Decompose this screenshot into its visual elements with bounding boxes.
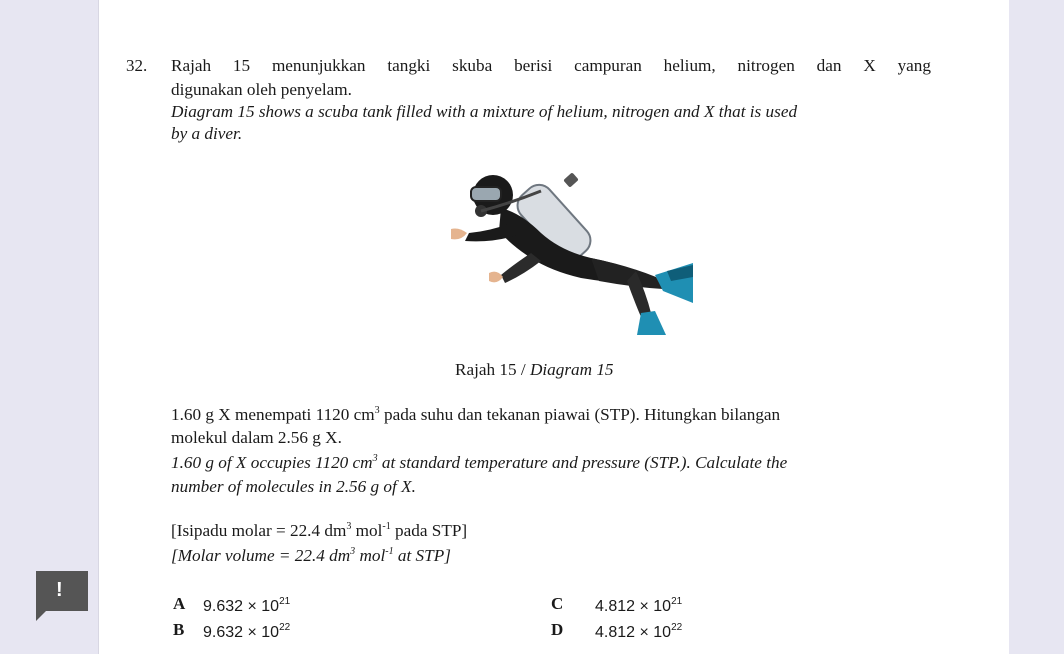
superscript: -1 <box>382 521 391 532</box>
option-exponent: 21 <box>671 596 683 607</box>
stem-word: 15 <box>232 56 251 75</box>
diagram-caption <box>455 360 614 380</box>
stem-word: helium, <box>663 56 716 75</box>
given-en <box>171 546 451 566</box>
stem-en-line1: Diagram 15 shows a scuba tank filled with a mixture of helium, nitrogen and X that is used <box>171 102 798 121</box>
option-exponent: 22 <box>671 622 683 633</box>
scuba-diver-illustration <box>441 153 693 335</box>
option-value <box>595 596 682 616</box>
given-en-b: mol <box>355 546 386 565</box>
problem-en-line1 <box>171 453 787 473</box>
superscript: 3 <box>350 546 356 557</box>
option-value <box>595 622 682 642</box>
question-number: 32. <box>126 56 148 75</box>
right-margin-band <box>1009 0 1064 654</box>
stem-ms-line1 <box>171 56 931 76</box>
option-letter: A <box>173 594 186 613</box>
problem-en-line2: number of molecules in 2.56 g of X. <box>171 477 416 496</box>
option-letter: C <box>551 594 564 613</box>
option-mantissa: 4.812 × 10 <box>595 598 672 615</box>
caption-ms: Rajah 15 / <box>455 360 530 379</box>
option-mantissa: 9.632 × 10 <box>203 598 280 615</box>
option-exponent: 22 <box>279 622 291 633</box>
superscript: 3 <box>374 405 380 416</box>
stem-word: nitrogen <box>737 56 795 75</box>
superscript: -1 <box>385 546 394 557</box>
stem-word: dan <box>816 56 842 75</box>
option-value <box>203 596 290 616</box>
stem-word: skuba <box>452 56 493 75</box>
given-ms-b: mol <box>351 521 383 540</box>
stem-word: tangki <box>387 56 431 75</box>
left-margin-band <box>0 0 98 654</box>
problem-en-text-b: at standard temperature and pressure (STP.). Calculate the <box>377 453 788 472</box>
given-ms-c: pada STP] <box>390 521 468 540</box>
stem-word: menunjukkan <box>271 56 366 75</box>
exclamation-icon: ! <box>56 579 63 601</box>
problem-ms-text-b: pada suhu dan tekanan piawai (STP). Hitungkan bilangan <box>379 405 781 424</box>
given-ms <box>171 521 467 541</box>
stem-en-line2: by a diver. <box>171 124 243 143</box>
problem-ms-line2: molekul dalam 2.56 g X. <box>171 428 342 447</box>
stem-word: campuran <box>574 56 642 75</box>
option-value <box>203 622 290 642</box>
problem-ms-text-a: 1.60 g X menempati 1120 cm <box>171 405 375 424</box>
stem-word: X <box>863 56 876 75</box>
superscript: 3 <box>346 521 352 532</box>
stem-word: berisi <box>514 56 553 75</box>
option-mantissa: 9.632 × 10 <box>203 624 280 641</box>
problem-en-text-a: 1.60 g of X occupies 1120 cm <box>171 453 373 472</box>
stem-word: yang <box>897 56 931 75</box>
given-en-c: at STP] <box>393 546 451 565</box>
superscript: 3 <box>372 453 378 464</box>
problem-ms-line1 <box>171 405 780 425</box>
stem-ms-line2: digunakan oleh penyelam. <box>171 80 352 99</box>
given-en-a: [Molar volume = 22.4 dm <box>171 546 351 565</box>
stem-word: Rajah <box>171 56 212 75</box>
given-ms-a: [Isipadu molar = 22.4 dm <box>171 521 347 540</box>
option-letter: D <box>551 620 564 639</box>
option-exponent: 21 <box>279 596 291 607</box>
option-mantissa: 4.812 × 10 <box>595 624 672 641</box>
option-letter: B <box>173 620 185 639</box>
diver-icon <box>441 153 693 335</box>
caption-en: Diagram 15 <box>529 360 614 379</box>
report-flag-button[interactable] <box>36 571 88 611</box>
